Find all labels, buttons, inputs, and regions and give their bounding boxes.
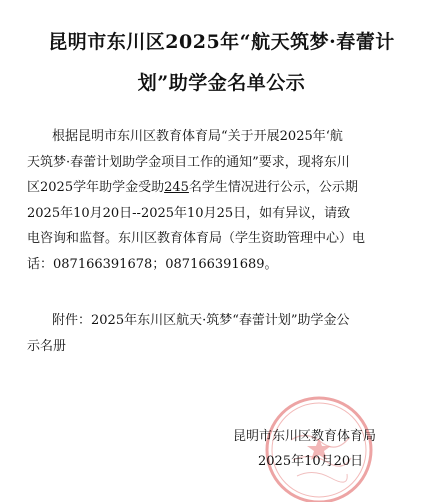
signature-date: 2025年10月20日 xyxy=(258,454,364,469)
attachment-line: 附件：2025年东川区航天·筑梦“春蕾计划”助学金公 xyxy=(52,313,350,328)
notice-line: 根据昆明市东川区教育体育局“关于开展2025年‘航 xyxy=(52,129,343,144)
document-title-line-1: 昆明市东川区2025年“航天筑梦·春蕾计 xyxy=(48,31,395,53)
attachment-line: 示名册 xyxy=(27,338,67,354)
notice-line: 2025年10月20日--2025年10月25日，如有异议，请致 xyxy=(27,205,351,221)
signature-organization: 昆明市东川区教育体育局 xyxy=(233,429,377,444)
notice-text: 名学生情况进行公示，公示期 xyxy=(188,180,358,195)
red-official-seal-icon xyxy=(251,390,387,502)
notice-paragraph xyxy=(27,124,425,277)
notice-line: 电咨询和监督。东川区教育体育局（学生资助管理中心）电 xyxy=(27,231,366,246)
notice-line: 天筑梦·春蕾计划助学金项目工作的通知”要求，现将东川 xyxy=(27,154,350,170)
notice-line: 话：087166391678；087166391689。 xyxy=(27,256,278,272)
notice-line xyxy=(27,175,425,201)
document-title-line-2: 划”助学金名单公示 xyxy=(137,72,306,94)
attachment-paragraph xyxy=(27,308,425,359)
recipient-count: 245 xyxy=(164,180,189,195)
notice-text: 区2025学年助学金受助 xyxy=(27,180,165,195)
